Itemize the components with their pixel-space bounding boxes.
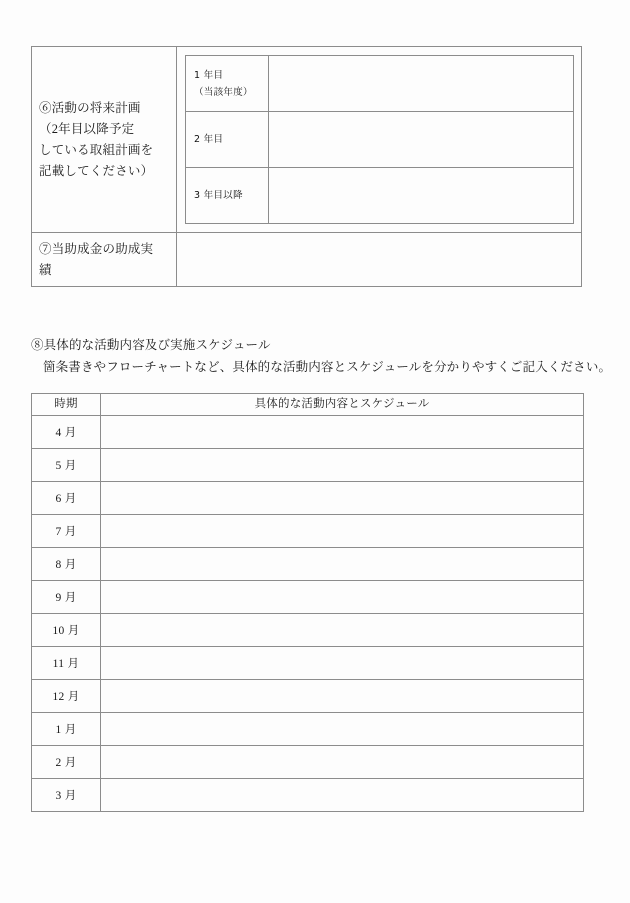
future-plan-table <box>31 46 582 287</box>
month-label: 1 月 <box>32 713 101 746</box>
table-row-section7 <box>32 233 582 287</box>
table-row <box>32 581 584 614</box>
table-row <box>32 680 584 713</box>
month-label: 11 月 <box>32 647 101 680</box>
table-row-year1 <box>186 56 574 112</box>
section6-plan-cell <box>177 47 582 233</box>
table-row <box>32 647 584 680</box>
table-row <box>32 614 584 647</box>
month-entry-field[interactable] <box>101 746 584 779</box>
month-label: 5 月 <box>32 449 101 482</box>
section8-instruction: 箇条書きやフローチャートなど、具体的な活動内容とスケジュールを分かりやすくご記入ください。 <box>43 360 612 374</box>
table-row <box>32 449 584 482</box>
month-label: 6 月 <box>32 482 101 515</box>
table-row <box>32 746 584 779</box>
month-label: 12 月 <box>32 680 101 713</box>
year3-term-cell <box>186 168 269 224</box>
month-entry-field[interactable] <box>101 680 584 713</box>
month-label: 10 月 <box>32 614 101 647</box>
table-row <box>32 713 584 746</box>
month-entry-field[interactable] <box>101 779 584 812</box>
month-entry-field[interactable] <box>101 581 584 614</box>
section6-label-line-1: ⑥活動の将来計画 <box>39 100 141 115</box>
year2-term-line-1: 2 年目 <box>194 134 224 145</box>
year3-entry-field[interactable] <box>269 168 574 224</box>
month-label: 8 月 <box>32 548 101 581</box>
table-row <box>32 548 584 581</box>
month-entry-field[interactable] <box>101 614 584 647</box>
section8-heading-block <box>31 334 612 378</box>
section8-heading: ⑧具体的な活動内容及び実施スケジュール <box>31 338 271 352</box>
section7-label-line-1: ⑦当助成金の助成実 <box>39 241 154 256</box>
year2-entry-field[interactable] <box>269 112 574 168</box>
month-entry-field[interactable] <box>101 647 584 680</box>
year1-term-cell <box>186 56 269 112</box>
month-entry-field[interactable] <box>101 515 584 548</box>
section6-label-cell <box>32 47 177 233</box>
month-label: 7 月 <box>32 515 101 548</box>
section7-label-line-2: 績 <box>39 262 52 277</box>
table-row-year2 <box>186 112 574 168</box>
section7-entry-field[interactable] <box>177 233 582 287</box>
plan-table-wrapper <box>177 47 581 232</box>
month-entry-field[interactable] <box>101 713 584 746</box>
year1-term-line-2: （当該年度） <box>194 86 253 98</box>
table-row <box>32 416 584 449</box>
table-row-year3 <box>186 168 574 224</box>
month-entry-field[interactable] <box>101 449 584 482</box>
schedule-table-body <box>32 416 584 812</box>
month-label: 2 月 <box>32 746 101 779</box>
schedule-header-row <box>32 394 584 416</box>
section6-label-line-2: （2年目以降予定 <box>39 121 135 136</box>
month-label: 4 月 <box>32 416 101 449</box>
table-row <box>32 482 584 515</box>
month-entry-field[interactable] <box>101 482 584 515</box>
section6-label-line-4: 記載してください） <box>39 163 154 178</box>
table-row <box>32 515 584 548</box>
month-entry-field[interactable] <box>101 416 584 449</box>
schedule-header-period: 時期 <box>32 394 101 416</box>
month-label: 9 月 <box>32 581 101 614</box>
year1-entry-field[interactable] <box>269 56 574 112</box>
schedule-header-content: 具体的な活動内容とスケジュール <box>101 394 584 416</box>
year3-term-line-1: 3 年目以降 <box>194 190 243 201</box>
year-plan-table <box>185 55 574 224</box>
month-entry-field[interactable] <box>101 548 584 581</box>
month-label: 3 月 <box>32 779 101 812</box>
table-row-section6 <box>32 47 582 233</box>
table-row <box>32 779 584 812</box>
section6-label-line-3: している取組計画を <box>39 142 154 157</box>
year1-term-line-1: 1 年目 <box>194 69 224 81</box>
schedule-table <box>31 393 584 812</box>
section7-label-cell <box>32 233 177 287</box>
year2-term-cell <box>186 112 269 168</box>
